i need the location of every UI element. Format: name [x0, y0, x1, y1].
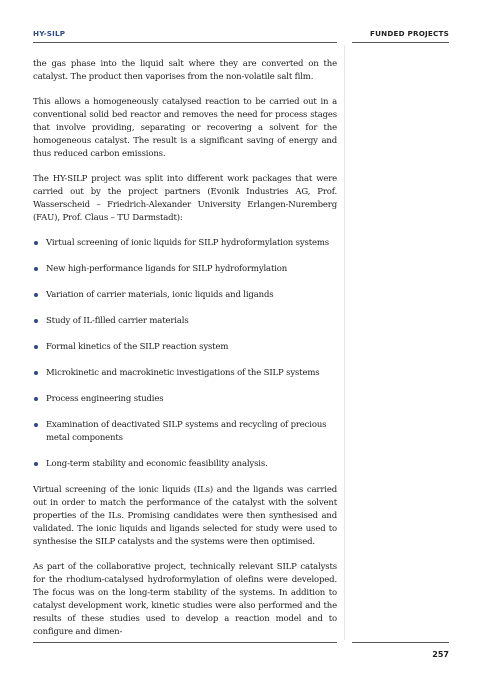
- bullet-icon: [34, 293, 38, 297]
- paragraph-collaborative: As part of the collaborative project, technically relevant SILP catalysts for the rhodium-catalysed hydroformylation of olefins were developed. The focus was on the long-term stability of the systems. In addition to catalyst development work, kinetic studies were also performed and the results of these studies used to develop a reaction model and to configure and dimen-: [33, 562, 337, 637]
- paragraph-work-packages: The HY-SILP project was split into different work packages that were carried out by the project partners (Evonik Industries AG, Prof. Wasserscheid – Friedrich-Alexander University Erlangen-Nuremberg (FAU), Prof. Claus – TU Darmstadt):: [33, 174, 337, 223]
- list-item: Variation of carrier materials, ionic liquids and ligands: [33, 289, 337, 302]
- list-item: New high-performance ligands for SILP hydroformylation: [33, 263, 337, 276]
- header-section-title: FUNDED PROJECTS: [370, 29, 449, 38]
- bullet-icon: [34, 397, 38, 401]
- list-item: Virtual screening of ionic liquids for SILP hydroformylation systems: [33, 237, 337, 250]
- bullet-icon: [34, 241, 38, 245]
- bullet-icon: [34, 371, 38, 375]
- paragraph-homogeneous: This allows a homogeneously catalysed reaction to be carried out in a conventional solid bed reactor and removes the need for process stages that involve providing, separating or recovering a solvent for the homogeneous catalyst. The result is a significant saving of energy and thus reduced carbon emissions.: [33, 97, 337, 159]
- page-number: 257: [432, 650, 449, 659]
- list-item: Study of IL-filled carrier materials: [33, 315, 337, 328]
- header-rule-main: [33, 42, 337, 43]
- list-item: Formal kinetics of the SILP reaction system: [33, 341, 337, 354]
- footer-rule-main: [33, 642, 337, 643]
- body-text: [33, 58, 337, 651]
- list-item: Process engineering studies: [33, 393, 337, 406]
- sidebar-divider: [344, 45, 346, 640]
- list-item: Microkinetic and macrokinetic investigations of the SILP systems: [33, 367, 337, 380]
- bullet-icon: [34, 462, 38, 466]
- header-project-title: HY-SILP: [33, 29, 66, 38]
- bullet-icon: [34, 423, 38, 427]
- footer-rule-side: [352, 642, 449, 643]
- paragraph-gas-phase: the gas phase into the liquid salt where they are converted on the catalyst. The product then vaporises from the non-volatile salt film.: [33, 59, 337, 82]
- paragraph-virtual-screening: Virtual screening of the ionic liquids (ILs) and the ligands was carried out in order to match the performance of the catalyst with the solvent properties of the ILs. Promising candidates were then synthesised and validated. The ionic liquids and ligands selected for study were used to synthesise the SILP catalysts and the systems were then optimised.: [33, 485, 337, 547]
- list-item: Long-term stability and economic feasibility analysis.: [33, 458, 337, 471]
- work-package-list: [33, 237, 337, 471]
- bullet-icon: [34, 267, 38, 271]
- header-rule-side: [352, 42, 449, 43]
- list-item: Examination of deactivated SILP systems and recycling of precious metal components: [33, 419, 337, 445]
- bullet-icon: [34, 345, 38, 349]
- bullet-icon: [34, 319, 38, 323]
